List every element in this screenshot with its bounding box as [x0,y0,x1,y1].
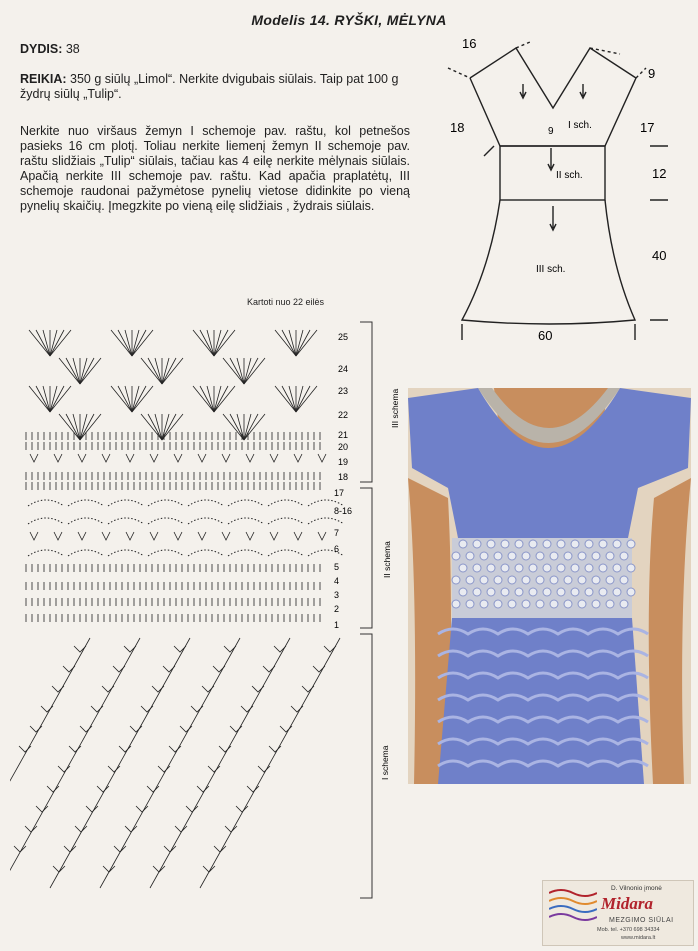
mesh-hole [494,576,502,584]
mesh-hole [564,552,572,560]
v-stitch [318,532,326,540]
mesh-hole [585,564,593,572]
chain-arch [188,550,224,556]
crochet-chart [10,310,405,900]
dress-photo [408,388,691,784]
chain-arch [188,518,224,524]
garment-schematic [420,28,690,348]
mesh-hole [522,576,530,584]
scheme2-bracket [360,488,372,628]
v-stitch [213,666,225,672]
mesh-hole [557,540,565,548]
v-stitch [197,786,209,792]
mesh-hole [543,588,551,596]
mesh-hole [452,576,460,584]
v-stitch [294,454,302,462]
mesh-hole [585,588,593,596]
page-title: Modelis 14. RYŠKI, MĖLYNA [251,12,447,28]
v-stitch [30,532,38,540]
schematic-label-part1: I sch. [568,120,592,131]
v-stitch [30,454,38,462]
v-stitch [236,806,248,812]
mesh-hole [620,552,628,560]
materials-text: 350 g siūlų „Limol“. Nerkite dvigubais siūlais. Taip pat 100 g žydrų siūlų „Tulip“. [20,72,399,101]
v-stitch [246,532,254,540]
dim-band: 12 [652,166,667,181]
chain-arch [28,500,64,506]
mesh-hole [522,552,530,560]
chain-arch [308,518,344,524]
chain-arch [68,500,104,506]
mesh-hole [571,540,579,548]
mesh-hole [564,600,572,608]
v-stitch [153,866,165,872]
chain-arch [28,518,64,524]
v-stitch [114,846,126,852]
mesh-hole [515,540,523,548]
v-stitch [198,532,206,540]
mesh-hole [459,540,467,548]
logo-subtitle: MEZGIMO SIŪLAI [609,917,674,924]
fan-stitch [118,386,132,412]
fan-stitch [230,358,244,384]
mesh-hole [613,588,621,596]
chart-symbols [10,330,344,888]
mesh-hole [613,564,621,572]
mesh-hole [613,540,621,548]
chain-arch [268,518,304,524]
v-stitch [222,454,230,462]
scheme3-label: III schema [390,388,400,428]
chain-arch [68,550,104,556]
fan-stitch [214,386,228,412]
v-stitch [246,454,254,462]
v-stitch [53,866,65,872]
logo-website: www.midara.lt [621,935,656,941]
v-stitch [214,846,226,852]
fan-stitch [200,386,214,412]
mesh-hole [459,564,467,572]
mesh-hole [557,564,565,572]
mesh-hole [543,540,551,548]
fan-stitch [296,330,310,356]
v-stitch [97,786,109,792]
fan-stitch [200,330,214,356]
v-stitch [222,532,230,540]
mesh-hole [550,600,558,608]
v-stitch [270,454,278,462]
size-line [20,42,410,57]
mesh-hole [620,576,628,584]
v-stitch [113,666,125,672]
fan-stitch [132,330,146,356]
dress-illustration [408,388,691,784]
v-stitch [163,666,175,672]
mesh-hole [494,552,502,560]
mesh-hole [473,588,481,596]
midara-logo [542,880,694,946]
mesh-hole [452,552,460,560]
mesh-hole [599,540,607,548]
mesh-hole [599,588,607,596]
v-stitch [14,846,26,852]
chain-arch [148,500,184,506]
v-stitch [103,866,115,872]
mesh-hole [466,576,474,584]
fan-stitch [244,414,258,440]
mesh-hole [529,540,537,548]
row-number: 22 [338,410,349,420]
v-stitch [126,454,134,462]
dim-left-side: 18 [450,120,465,135]
mesh-hole [529,564,537,572]
scheme1-label: I schema [380,745,390,780]
v-stitch [174,532,182,540]
fan-stitch [244,358,258,384]
mesh-hole [515,588,523,596]
v-stitch [126,532,134,540]
mesh-hole [578,600,586,608]
logo-waves-icon [549,887,597,927]
v-stitch [198,454,206,462]
row-number: 24 [338,364,349,374]
mesh-hole [459,588,467,596]
diagonal-column [10,638,140,888]
mesh-hole [501,564,509,572]
mesh-hole [599,564,607,572]
chain-arch [228,550,264,556]
mesh-hole [578,552,586,560]
fan-stitch [282,386,296,412]
mesh-hole [592,576,600,584]
v-stitch [54,454,62,462]
v-stitch [294,532,302,540]
fan-stitch [296,386,310,412]
v-stitch [225,826,237,832]
mesh-hole [466,600,474,608]
v-stitch [174,454,182,462]
row-number: 2 [334,604,340,614]
chart-repeat-note: Kartoti nuo 22 eilės [247,297,325,307]
v-stitch [270,532,278,540]
mesh-hole [620,600,628,608]
row-numbers-mid [334,488,352,630]
logo-phone: Mob. tel. +370 698 34334 [597,927,660,933]
fan-stitch [282,330,296,356]
mesh-hole [585,540,593,548]
chain-arch [268,500,304,506]
mesh-hole [606,576,614,584]
mesh-hole [564,576,572,584]
instructions-paragraph: Nerkite nuo viršaus žemyn I schemoje pav. raštu, kol petnešos pasieks 16 cm plotį. Toliau nerkite liemenį žemyn II schemoje pav. raštu slidžiais „Tulip“ siūlais, tačiau kas 4 eilę nerkite mėlynais siūlais. Apačią nerkite III schemoje pav. raštu. Kad apačia praplatėtų, III schemoje raudonai pažymėtose pynelių vietose didinkite po vieną pynelių skaičių. Įmegzkite po vieną eilę slidžiais , žydrais siūlais. [20,124,410,213]
mesh-hole [515,564,523,572]
scheme3-bracket [360,322,372,482]
mesh-hole [480,576,488,584]
v-stitch [75,826,87,832]
mesh-hole [550,552,558,560]
fan-stitch [50,386,64,412]
v-stitch [150,454,158,462]
v-stitch [186,806,198,812]
row-number: 6 [334,544,340,554]
mesh-hole [508,600,516,608]
v-stitch [64,846,76,852]
fan-stitch [50,330,64,356]
fan-stitch [148,414,162,440]
row-numbers-top [338,332,348,482]
fan-stitch [118,330,132,356]
v-stitch [203,866,215,872]
mesh-hole [452,600,460,608]
mesh-hole [508,552,516,560]
row-number: 5 [334,562,340,572]
mesh-hole [466,552,474,560]
row-number: 23 [338,386,349,396]
row-number: 25 [338,332,349,342]
mesh-hole [592,552,600,560]
v-stitch [318,454,326,462]
v-stitch [102,454,110,462]
mesh-hole [606,552,614,560]
v-stitch [78,454,86,462]
dim-neck-center: 9 [548,126,554,137]
v-stitch [47,786,59,792]
mesh-hole [627,540,635,548]
chain-arch [68,518,104,524]
row-number: 17 [334,488,345,498]
row-number: 8-16 [334,506,353,516]
v-stitch [54,532,62,540]
mesh-hole [480,552,488,560]
mesh-hole [529,588,537,596]
v-stitch [86,806,98,812]
chain-arch [228,500,264,506]
mesh-hole [480,600,488,608]
fan-stitch [36,330,50,356]
row-number: 20 [338,442,349,452]
chain-arch [268,550,304,556]
dim-neck-drop: 9 [648,66,656,81]
fan-stitch [66,358,80,384]
row-number: 3 [334,590,340,600]
mesh-hole [494,600,502,608]
mesh-hole [571,588,579,596]
v-stitch [147,786,159,792]
mesh-hole [536,576,544,584]
schematic-label-part3: III sch. [536,264,566,275]
mesh-hole [592,600,600,608]
mesh-hole [473,540,481,548]
fan-stitch [162,358,176,384]
mesh-hole [627,588,635,596]
fan-stitch [36,386,50,412]
row-number: 19 [338,457,349,467]
mesh-hole [501,588,509,596]
v-stitch [136,806,148,812]
v-stitch [247,786,259,792]
chain-arch [148,550,184,556]
fan-stitch [132,386,146,412]
dim-shoulder: 16 [462,36,477,51]
chain-arch [108,500,144,506]
mesh-hole [508,576,516,584]
size-label: DYDIS: [20,42,63,56]
mesh-hole [571,564,579,572]
dim-bottom: 60 [538,328,553,343]
schematic-label-part2: II sch. [556,170,583,181]
chain-arch [28,550,64,556]
fan-stitch [80,358,94,384]
v-stitch [150,532,158,540]
chain-arch [108,518,144,524]
mesh-hole [543,564,551,572]
v-stitch [63,666,75,672]
fan-stitch [148,358,162,384]
dim-right-side: 17 [640,120,655,135]
v-stitch [175,826,187,832]
row-number: 7 [334,528,340,538]
row-number: 21 [338,430,349,440]
v-stitch [78,532,86,540]
scheme1-bracket [360,634,372,898]
mesh-hole [536,600,544,608]
size-value: 38 [65,42,80,56]
mesh-hole [473,564,481,572]
fan-stitch [214,330,228,356]
scheme2-label: II schema [382,541,392,578]
mesh-hole [487,540,495,548]
logo-company: D. Vilnonio įmonė [611,885,662,892]
chain-arch [188,500,224,506]
mesh-hole [487,564,495,572]
v-stitch [125,826,137,832]
chain-arch [228,518,264,524]
v-stitch [263,666,275,672]
mesh-hole [522,600,530,608]
mesh-hole [550,576,558,584]
mesh-hole [627,564,635,572]
mesh-hole [501,540,509,548]
mesh-hole [557,588,565,596]
mesh-hole [536,552,544,560]
dim-skirt: 40 [652,248,667,263]
v-stitch [25,826,37,832]
row-number: 1 [334,620,340,630]
mesh-hole [487,588,495,596]
materials-label: REIKIA: [20,72,67,86]
chain-arch [108,550,144,556]
materials-paragraph [20,72,410,102]
v-stitch [313,666,325,672]
mesh-hole [578,576,586,584]
v-stitch [102,532,110,540]
logo-name: Midara [601,894,653,913]
chain-arch [148,518,184,524]
row-number: 4 [334,576,340,586]
row-number: 18 [338,472,349,482]
mesh-hole [606,600,614,608]
v-stitch [164,846,176,852]
v-stitch [36,806,48,812]
